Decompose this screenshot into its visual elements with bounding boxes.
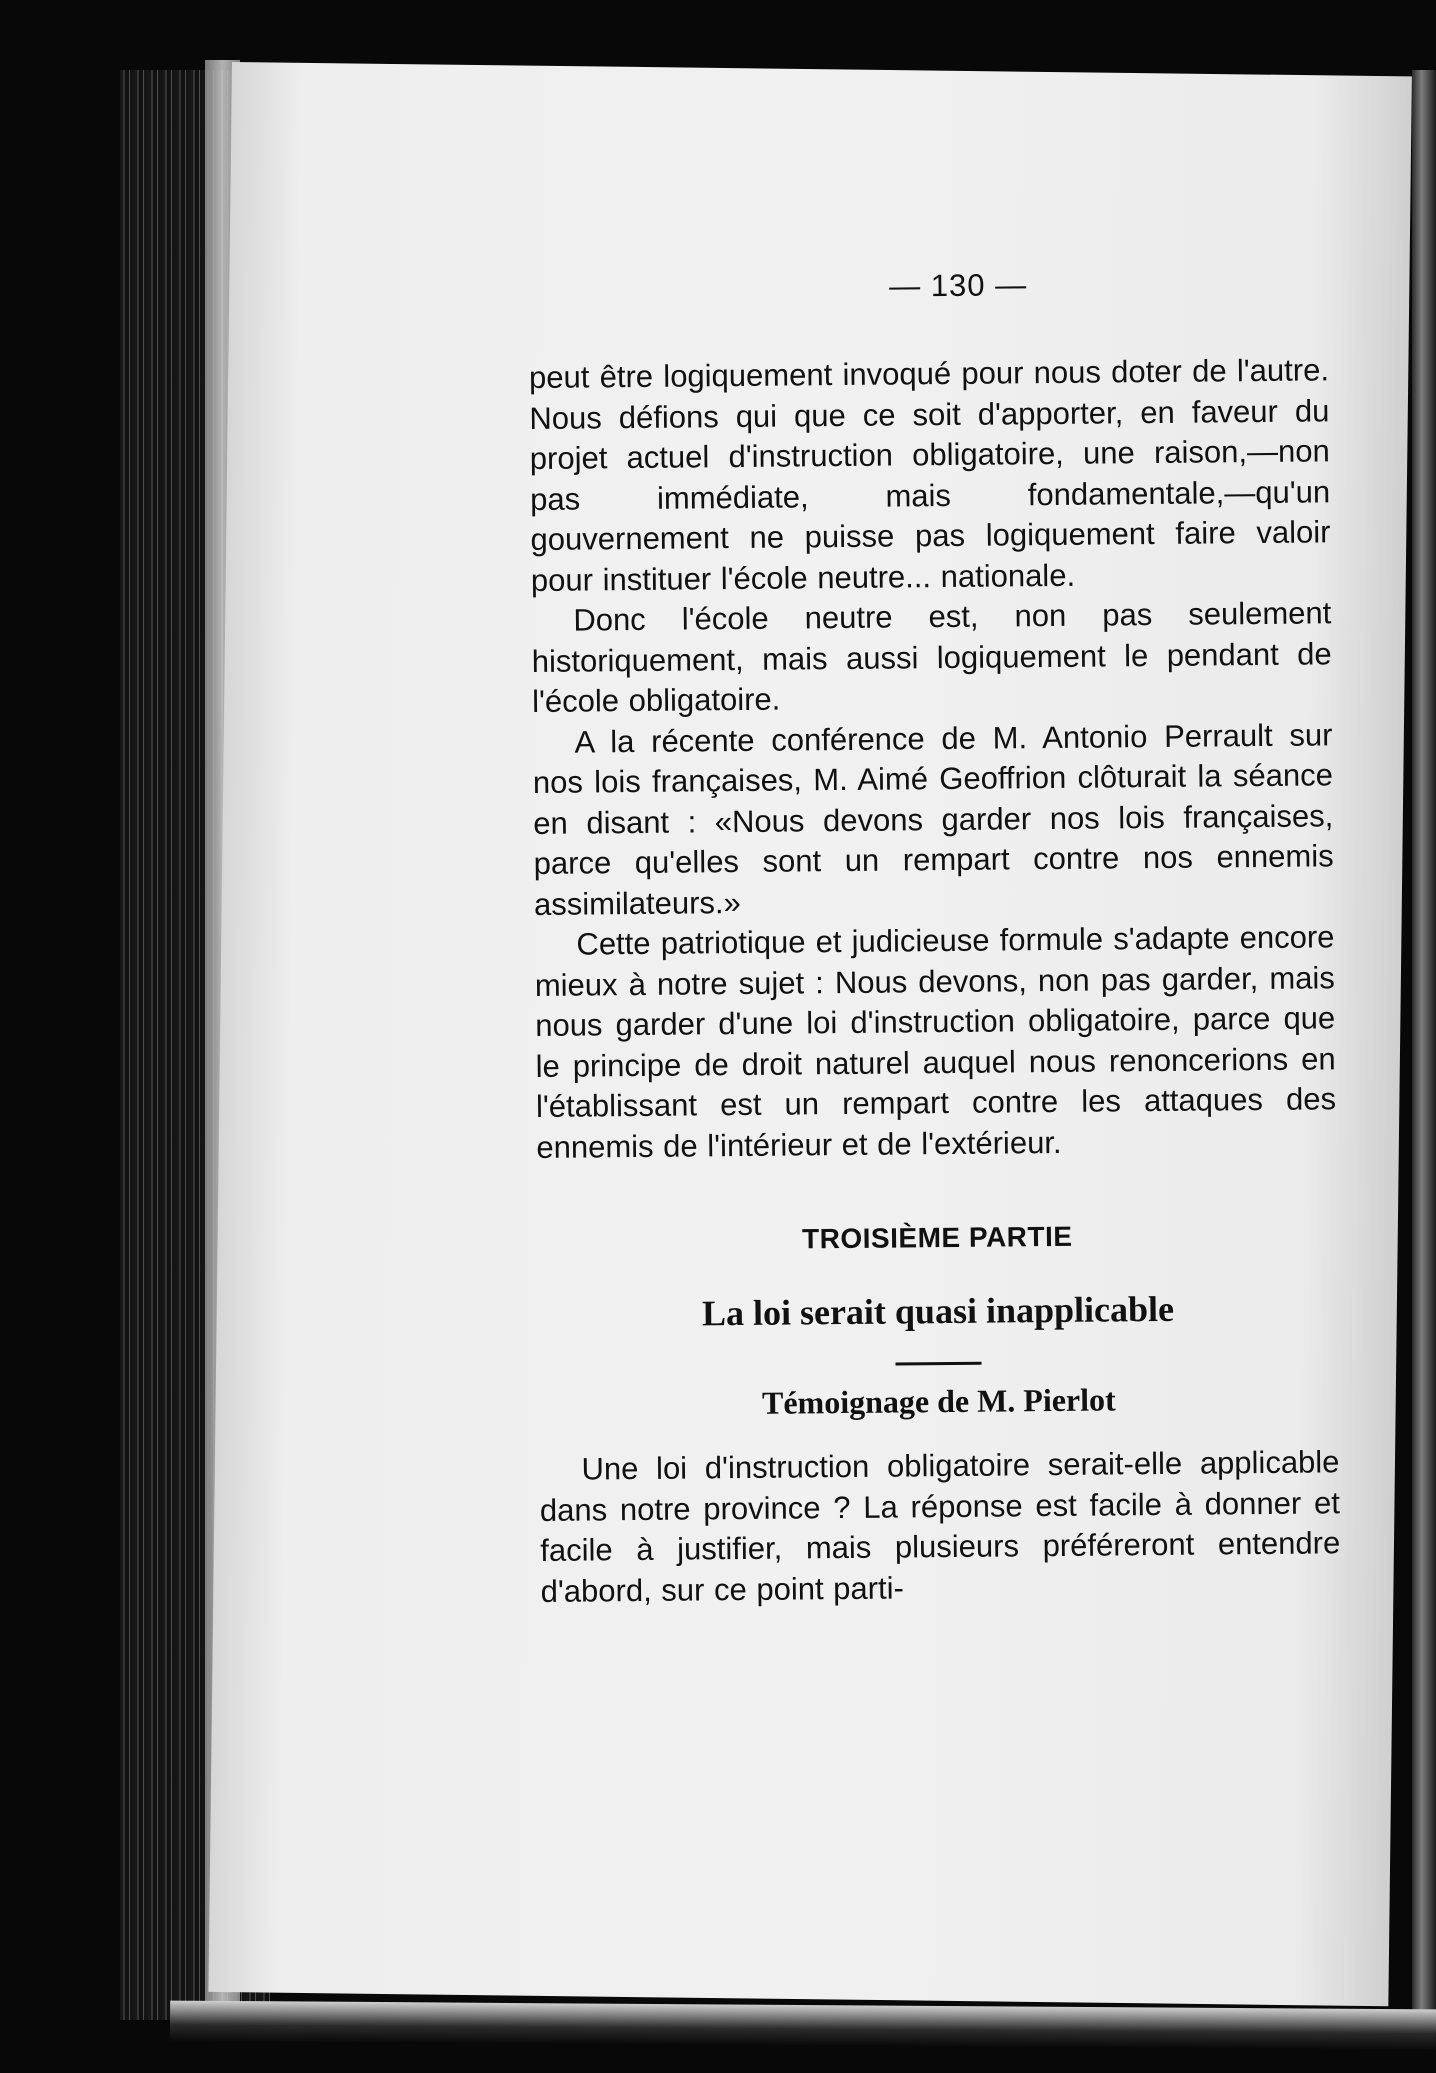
book-right-edge: [1412, 70, 1436, 2020]
closing-paragraph: Une loi d'instruction obligatoire serait-elle applicable dans notre province ? La réponse est facile à donner et facile à justifier, mais plusieurs préféreront entendre d'abord, sur ce point parti-: [539, 1444, 1341, 1609]
subsection-title: Témoignage de M. Pierlot: [761, 1381, 1116, 1421]
section-label: TROISIÈME PARTIE: [801, 1220, 1073, 1255]
paragraph-3: A la récente conférence de M. Antonio Perrault sur nos lois françaises, M. Aimé Geoffrion clôturait la séance en disant : «Nous devons garder nos lois françaises, parce qu'elles sont un rempart contre nos ennemis assimilateurs.»: [532, 716, 1334, 922]
paragraph-2: Donc l'école neutre est, non pas seulement historiquement, mais aussi logiquement le pendant de l'école obligatoire.: [531, 595, 1332, 719]
page-text-block: [528, 264, 1341, 1612]
page-number: — 130 —: [888, 267, 1028, 304]
paragraph-1: peut être logiquement invoqué pour nous doter de l'autre. Nous défions qui que ce soit d'apporter, en faveur du projet actuel d'instruction obligatoire, une raison,—non pas immédiate, mais fondamentale,—qu'un gouvernement ne puisse pas logiquement faire valoir pour instituer l'école neutre... nationale.: [528, 352, 1331, 598]
section-title: La loi serait quasi inapplicable: [701, 1288, 1175, 1334]
divider-rule: [895, 1362, 981, 1366]
paragraph-4: Cette patriotique et judicieuse formule s'adapte encore mieux à notre sujet : Nous devons, non pas garder, mais nous garder d'une loi d'instruction obligatoire, parce que le principe de droit naturel auquel nous renoncerions en l'établissant est un rempart contre les attaques des ennemis de l'intérieur et de l'extérieur.: [534, 919, 1337, 1165]
